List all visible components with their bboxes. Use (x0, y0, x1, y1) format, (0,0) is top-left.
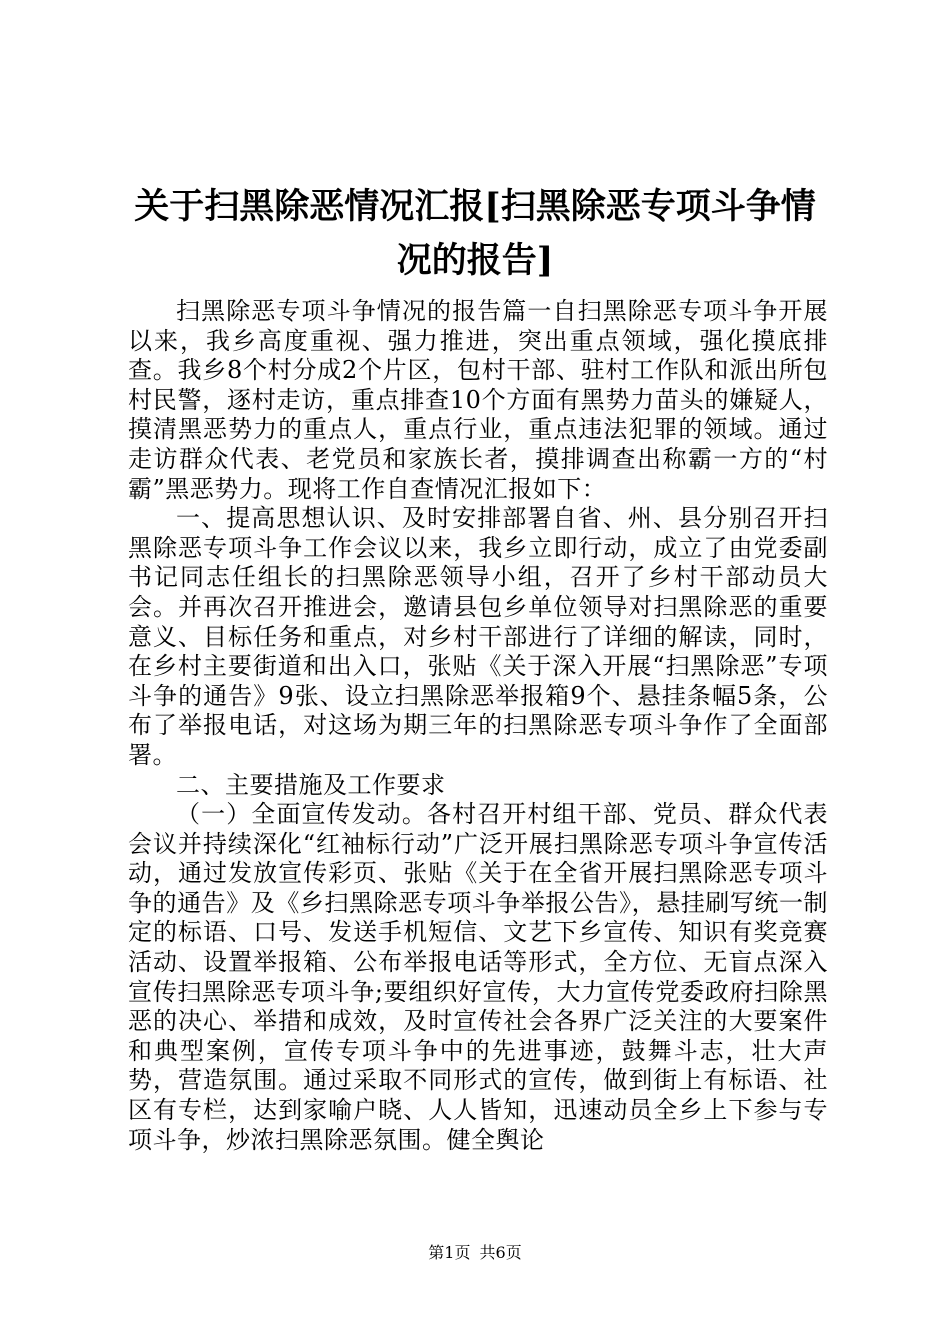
document-body (128, 297, 828, 1155)
page-number: 第1页 (428, 1243, 471, 1262)
paragraph-section-1: 一、提高思想认识、及时安排部署自省、州、县分别召开扫黑除恶专项斗争工作会议以来，我乡立即行动，成立了由党委副书记同志任组长的扫黑除恶领导小组，召开了乡村干部动员大会。并再次召开推进会，邀请县包乡单位领导对扫黑除恶的重要意义、目标任务和重点，对乡村干部进行了详细的解读，同时，在乡村主要街道和出入口，张贴《关于深入开展“扫黑除恶”专项斗争的通告》9张、设立扫黑除恶举报箱9个、悬挂条幅5条，公布了举报电话，对这场为期三年的扫黑除恶专项斗争作了全面部署。 (128, 504, 828, 769)
paragraph-section-2-heading: 二、主要措施及工作要求 (176, 770, 446, 799)
page-total: 共6页 (479, 1243, 522, 1262)
paragraph-intro: 扫黑除恶专项斗争情况的报告篇一自扫黑除恶专项斗争开展以来，我乡高度重视、强力推进，突出重点领域，强化摸底排查。我乡8个村分成2个片区，包村干部、驻村工作队和派出所包村民警，逐村走访，重点排查10个方面有黑势力苗头的嫌疑人，摸清黑恶势力的重点人，重点行业，重点违法犯罪的领域。通过走访群众代表、老党员和家族长者，摸排调查出称霸一方的“村霸”黑恶势力。现将工作自查情况汇报如下： (128, 297, 828, 503)
document-title: 关于扫黑除恶情况汇报[扫黑除恶专项斗争情况的报告] (134, 186, 816, 281)
paragraph-subsection-1: （一）全面宣传发动。各村召开村组干部、党员、群众代表会议并持续深化“红袖标行动”广泛开展扫黑除恶专项斗争宣传活动，通过发放宣传彩页、张贴《关于在全省开展扫黑除恶专项斗争的通告》及《乡扫黑除恶专项斗争举报公告》，悬挂刷写统一制定的标语、口号、发送手机短信、文艺下乡宣传、知识有奖竞赛活动、设置举报箱、公布举报电话等形式，全方位、无盲点深入宣传扫黑除恶专项斗争;要组织好宣传，大力宣传党委政府扫除黑恶的决心、举措和成效，及时宣传社会各界广泛关注的大要案件和典型案例，宣传专项斗争中的先进事迹，鼓舞斗志，壮大声势，营造氛围。通过采取不同形式的宣传，做到街上有标语、社区有专栏，达到家喻户晓、人人皆知，迅速动员全乡上下参与专项斗争，炒浓扫黑除恶氛围。健全舆论 (128, 800, 828, 1154)
page-footer (0, 1243, 950, 1263)
